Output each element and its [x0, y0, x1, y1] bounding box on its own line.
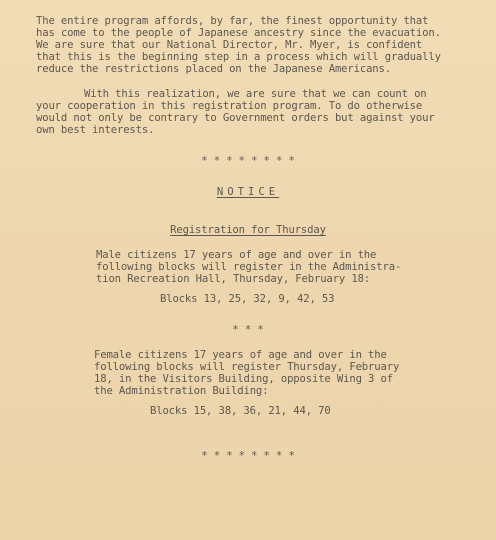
separator-middle: * * * [232, 324, 264, 336]
female-notice-line-3: 18, in the Visitors Building, opposite Wing 3 of [94, 373, 393, 385]
paragraph-2-line-3: would not only be contrary to Government orders but against your [36, 112, 435, 124]
paragraph-2-line-2: your cooperation in this registration program. To do otherwise [36, 100, 423, 112]
male-notice-line-3: tion Recreation Hall, Thursday, February 18: [96, 273, 371, 285]
paragraph-1-line-5: reduce the restrictions placed on the Japanese Americans. [36, 63, 391, 75]
separator-top: * * * * * * * * [201, 155, 295, 167]
female-notice-line-1: Female citizens 17 years of age and over in the [94, 349, 387, 361]
registration-heading: Registration for Thursday [170, 224, 326, 236]
paragraph-1-line-3: We are sure that our National Director, Mr. Myer, is confident [36, 39, 423, 51]
paragraph-2-line-1: With this realization, we are sure that we can count on [84, 88, 427, 100]
paragraph-1-line-2: has come to the people of Japanese ancestry since the evacuation. [36, 27, 441, 39]
notice-title: NOTICE [216, 186, 280, 198]
male-notice-line-2: following blocks will register in the Administra- [96, 261, 402, 273]
separator-bottom: * * * * * * * * [201, 450, 295, 462]
paragraph-2-line-4: own best interests. [36, 124, 155, 136]
male-notice-line-1: Male citizens 17 years of age and over in the [96, 249, 377, 261]
female-notice-line-2: following blocks will register Thursday, February [94, 361, 400, 373]
paragraph-1-line-1: The entire program affords, by far, the finest opportunity that [36, 15, 429, 27]
female-blocks: Blocks 15, 38, 36, 21, 44, 70 [150, 405, 331, 417]
male-blocks: Blocks 13, 25, 32, 9, 42, 53 [160, 293, 335, 305]
female-notice-line-4: the Administration Building: [94, 385, 269, 397]
paragraph-1-line-4: that this is the beginning step in a process which will gradually [36, 51, 441, 63]
